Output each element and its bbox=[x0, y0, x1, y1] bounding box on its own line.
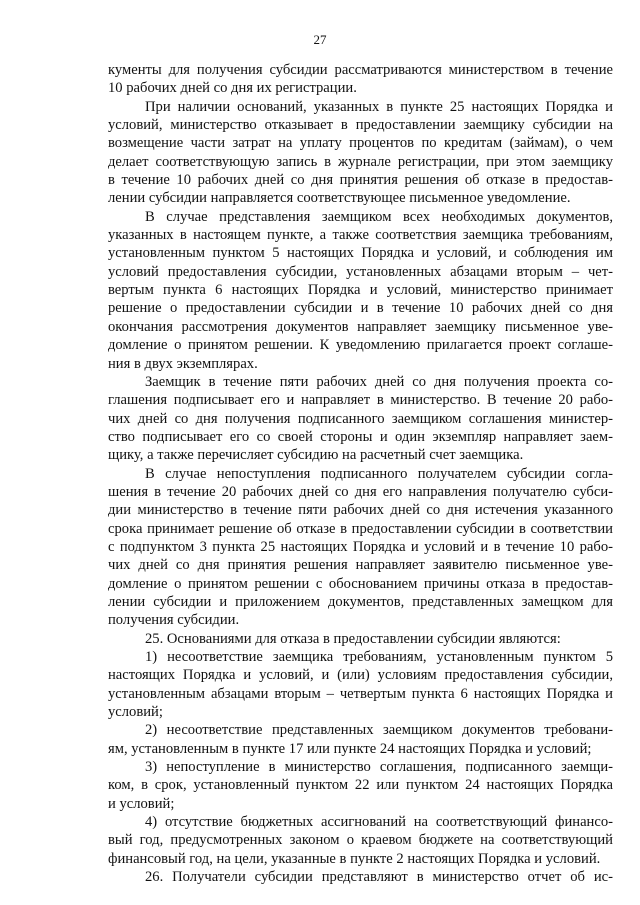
text-line: В случае непоступления подписанного получателем субсидии согла- bbox=[145, 465, 613, 482]
text-line: с подпунктом 3 пункта 25 настоящих Порядка и условий и в течение 10 рабо- bbox=[108, 538, 613, 555]
paragraph bbox=[108, 868, 613, 886]
text-line: получения субсидии. bbox=[108, 612, 240, 629]
text-line: возмещение части затрат на уплату процентов по кредитам (займам), о чем bbox=[108, 135, 613, 152]
paragraph bbox=[108, 465, 613, 630]
paragraph bbox=[108, 98, 613, 208]
paragraph bbox=[108, 758, 613, 813]
text-line: в течение 10 рабочих дней со дня принятия решения об отказе в предостав- bbox=[108, 172, 613, 189]
text-line: 3) непоступление в министерство соглашения, подписанного заемщи- bbox=[145, 759, 613, 776]
text-line: ям, установленным в пункте 17 или пункте 24 настоящих Порядка и условий; bbox=[108, 740, 592, 757]
text-line: глашения подписывает его и направляет в министерство. В течение 20 рабо- bbox=[108, 392, 613, 409]
text-line: 4) отсутствие бюджетных ассигнований на соответствующий финансо- bbox=[145, 814, 613, 831]
text-line: условий предоставления субсидии, установленных абзацами вторым – чет- bbox=[108, 263, 613, 280]
text-line: ство подписывает его со своей стороны и один экземпляр направляет заем- bbox=[108, 428, 613, 445]
text-line: чих дней со дня получения подписанного заемщиком соглашения министер- bbox=[108, 410, 613, 427]
paragraph bbox=[108, 208, 613, 373]
text-line: щику, а также перечисляет субсидию на расчетный счет заемщика. bbox=[108, 447, 524, 464]
text-line: лении субсидии и приложением документов, представленных замещком для bbox=[108, 593, 613, 610]
text-line: установленным пунктом 5 настоящих Порядка и условий, и соблюдения им bbox=[108, 245, 613, 262]
text-line: кументы для получения субсидии рассматриваются министерством в течение bbox=[108, 62, 613, 78]
text-line: лении субсидии направляется соответствующее письменное уведомление. bbox=[108, 190, 571, 207]
text-line: установленным абзацами вторым – четвертым пункта 6 настоящих Порядка и bbox=[108, 685, 613, 702]
text-line: настоящих Порядка и условий, и (или) условиям предоставления субсидии, bbox=[108, 667, 613, 684]
text-line: вый год, предусмотренных законом о краевом бюджете на соответствующий bbox=[108, 832, 613, 849]
page-number: 27 bbox=[313, 32, 327, 47]
text-line: ком, в срок, установленный пунктом 22 или пунктом 24 настоящих Порядка bbox=[108, 777, 613, 794]
text-line: вертым пункта 6 настоящих Порядка и условий, министерство принимает bbox=[108, 282, 613, 299]
text-line: условий, министерство отказывает в предоставлении заемщику субсидии на bbox=[108, 117, 613, 134]
text-line: указанных в настоящем пункте, а также соответствия заемщика требованиям, bbox=[108, 227, 613, 244]
text-line: 2) несоответствие представленных заемщиком документов требовани- bbox=[145, 722, 613, 739]
document-body bbox=[108, 61, 613, 886]
text-line: шения в течение 20 рабочих дней со дня его направления получателю субси- bbox=[108, 483, 613, 500]
text-line: Заемщик в течение пяти рабочих дней со дня получения проекта со- bbox=[145, 373, 613, 390]
text-line: домление о принятом решении. К уведомлению прилагается проект соглаше- bbox=[108, 337, 613, 354]
text-line: 10 рабочих дней со дня их регистрации. bbox=[108, 80, 357, 97]
paragraph bbox=[108, 721, 613, 758]
text-line: финансовый год, на цели, указанные в пункте 2 настоящих Порядка и условий. bbox=[108, 850, 601, 867]
text-line: домление о принятом решении с обоснованием причины отказа в предостав- bbox=[108, 575, 613, 592]
paragraph bbox=[108, 373, 613, 465]
paragraph bbox=[108, 61, 613, 98]
paragraph bbox=[108, 813, 613, 868]
text-line: ния в двух экземплярах. bbox=[108, 355, 258, 372]
text-line: чих дней со дня принятия решения направляет заявителю письменное уве- bbox=[108, 557, 613, 574]
text-line: При наличии оснований, указанных в пункте 25 настоящих Порядка и bbox=[145, 98, 613, 115]
text-line: и условий; bbox=[108, 795, 175, 812]
text-line: условий; bbox=[108, 704, 163, 721]
text-line: 1) несоответствие заемщика требованиям, установленным пунктом 5 bbox=[145, 649, 613, 665]
paragraph bbox=[108, 648, 613, 721]
paragraph bbox=[108, 630, 613, 648]
text-line: 26. Получатели субсидии представляют в министерство отчет об ис- bbox=[145, 869, 613, 886]
text-line: срока принимает решение об отказе в предоставлении субсидии в соответствии bbox=[108, 520, 613, 537]
text-line: дии министерство в течение пяти рабочих дней со дня истечения указанного bbox=[108, 502, 613, 519]
text-line: делает соответствующую запись в журнале регистрации, при этом заемщику bbox=[108, 153, 613, 170]
text-line: 25. Основаниями для отказа в предоставлении субсидии являются: bbox=[145, 630, 561, 647]
text-line: В случае представления заемщиком всех необходимых документов, bbox=[145, 208, 613, 225]
text-line: решение о предоставлении субсидии и в течение 10 рабочих дней со дня bbox=[108, 300, 613, 317]
text-line: окончания рассмотрения документов направляет заемщику письменное уве- bbox=[108, 318, 613, 335]
